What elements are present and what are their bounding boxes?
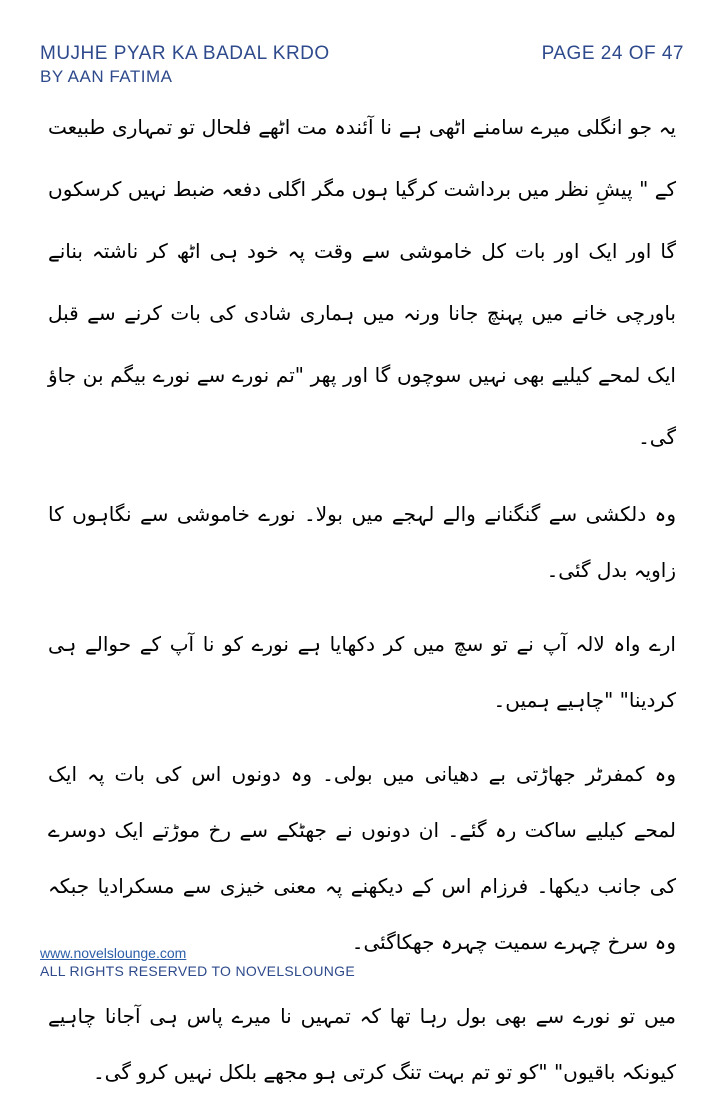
paragraph-4: وہ کمفرٹر جھاڑتی بے دھیانی میں بولی۔ وہ دونوں اس کی بات پہ ایک لمحے کیلیے ساکت رہ گئے۔ ان دونوں نے جھٹکے سے رخ موڑتے ایک دوسرے کی جانب دیکھا۔ فرزام اس کے دیکھنے پہ معنی خیزی سے مسکرادیا جبکہ وہ سرخ چہرے سمیت چہرہ جھکاگئی۔	[48, 762, 676, 954]
page-number: PAGE 24 OF 47	[541, 43, 684, 64]
paragraph-2: وہ دلکشی سے گنگنانے والے لہجے میں بولا۔ نورے خاموشی سے نگاہوں کا زاویہ بدل گئی۔	[48, 502, 676, 582]
document-header	[40, 42, 330, 88]
rights-notice: ALL RIGHTS RESERVED TO NOVELSLOUNGE	[40, 963, 355, 979]
paragraph-1: یہ جو انگلی میرے سامنے اٹھی ہے نا آئندہ مت اٹھے فلحال تو تمہاری طبیعت کے " پیشِ نظر میں برداشت کرگیا ہوں مگر اگلی دفعہ ضبط نہیں کرسکوں گا اور ایک اور بات کل خاموشی سے وقت پہ خود ہی اٹھ کر ناشتہ بنانے باورچی خانے میں پہنچ جانا ورنہ میں ہماری شادی کی بات کرنے سے قبل ایک لمحے کیلیے بھی نہیں سوچوں گا اور پھر "تم نورے سے نورے بیگم بن جاؤ گی۔	[48, 115, 676, 449]
novel-title: MUJHE PYAR KA BADAL KRDO	[40, 43, 330, 64]
paragraph-3: ارے واہ لالہ آپ نے تو سچ میں کر دکھایا ہے نورے کو نا آپ کے حوالے ہی کردینا" "چاہیے ہمیں۔	[48, 632, 676, 712]
document-footer	[40, 944, 355, 980]
paragraph-5: میں تو نورے سے بھی بول رہا تھا کہ تمہیں نا میرے پاس ہی آجانا چاہیے کیونکہ باقیوں" "کو تو تم بہت تنگ کرتی ہو مجھے بلکل نہیں کرو گی۔	[48, 1004, 676, 1084]
author-line: BY AAN FATIMA	[40, 67, 173, 86]
website-link[interactable]: www.novelslounge.com	[40, 945, 187, 961]
